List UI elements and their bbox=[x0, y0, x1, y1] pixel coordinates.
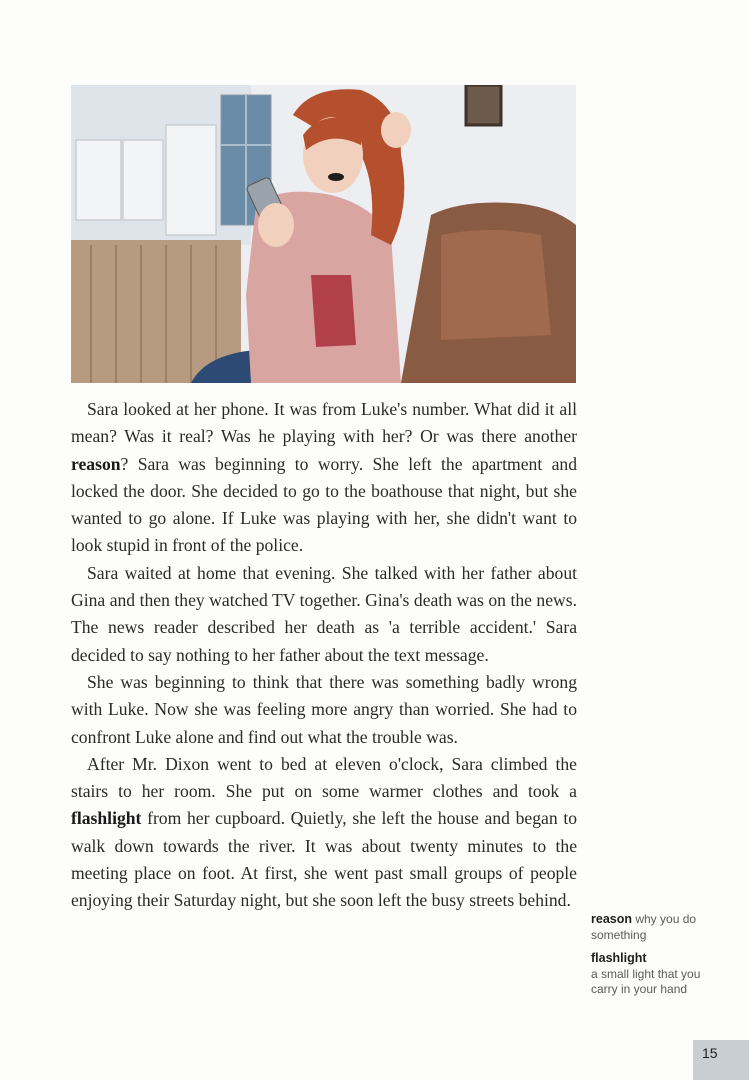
page-number-tab bbox=[693, 1040, 749, 1080]
story-paragraph: She was beginning to think that there was something badly wrong with Luke. Now she was feeling more angry than worried. She had to confront Luke alone and find out what the trouble was. bbox=[71, 671, 577, 747]
story-paragraph: Sara waited at home that evening. She talked with her father about Gina and then they watched TV together. Gina's death was on the news. The news reader described her death as 'a terrible accident.' Sara decided to say nothing to her father about the text message. bbox=[71, 562, 577, 665]
woman-with-phone-illustration bbox=[71, 85, 576, 383]
glossary bbox=[591, 912, 701, 1006]
story-illustration bbox=[71, 85, 576, 383]
story-paragraph: Sara looked at her phone. It was from Luke's number. What did it all mean? Was it real? Was he playing with her? Or was there another reason? Sara was beginning to worry. She left the apartment and locked the door. She decided to go to the boathouse that night, but she wanted to go alone. If Luke was playing with her, she didn't want to look stupid in front of the police. bbox=[71, 399, 577, 556]
glossary-definition: a small light that you carry in your hand bbox=[591, 966, 701, 996]
story-paragraph: After Mr. Dixon went to bed at eleven o'clock, Sara climbed the stairs to her room. She put on some warmer clothes and took a flashlight from her cupboard. Quietly, she left the house and began to walk down towards the river. It was about twenty minutes to the meeting place on foot. At first, she went past small groups of people enjoying their Saturday night, but she soon left the busy streets behind. bbox=[71, 753, 577, 911]
page-number: 15 bbox=[702, 1045, 718, 1061]
story-text bbox=[71, 396, 577, 915]
glossary-term: reason bbox=[591, 912, 632, 926]
glossary-entry bbox=[591, 912, 701, 943]
glossary-entry bbox=[591, 951, 701, 998]
keyword-flashlight: flashlight bbox=[71, 808, 142, 829]
glossary-term: flashlight bbox=[591, 951, 647, 965]
keyword-reason: reason bbox=[71, 453, 121, 474]
glossary-definition: why you do something bbox=[591, 912, 697, 942]
